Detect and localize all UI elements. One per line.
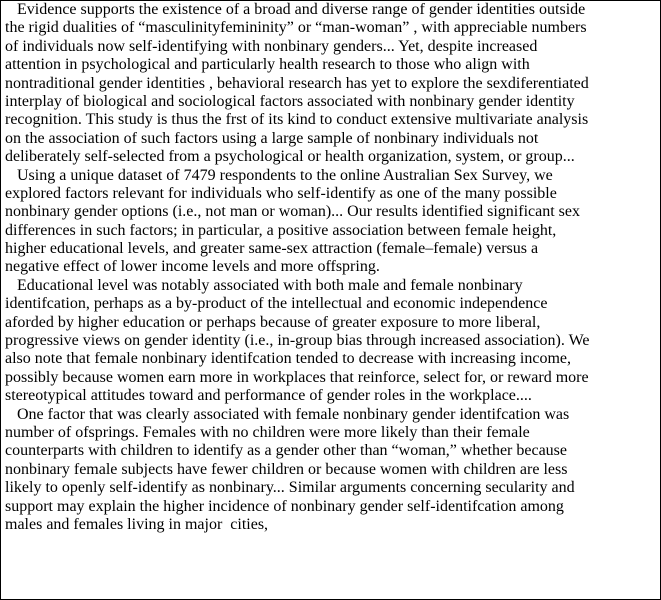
text-line: males and females living in major cities, [5, 515, 269, 533]
paragraph-2 [5, 167, 657, 277]
text-line: One factor that was clearly associated with female nonbinary gender identifcation was [5, 405, 570, 423]
text-line: also note that female nonbinary identifcation tended to decrease with increasing income, [5, 350, 572, 368]
text-line: nontraditional gender identities , behavioral research has yet to explore the sexdiferentiated [5, 74, 589, 92]
text-line: deliberately self-selected from a psychological or health organization, system, or group... [5, 148, 575, 166]
paragraph-1 [5, 1, 657, 167]
text-line: negative effect of lower income levels and more offspring. [5, 258, 380, 276]
text-line: higher educational levels, and greater same-sex attraction (female–female) versus a [5, 240, 539, 258]
text-line: attention in psychological and particularly health research to those who align with [5, 56, 530, 74]
text-line: aforded by higher education or perhaps because of greater exposure to more liberal, [5, 313, 541, 331]
text-line: likely to openly self-identify as nonbinary... Similar arguments concerning secularity and [5, 479, 575, 497]
text-line: the rigid dualities of “masculinityfemininity” or “man-woman” , with appreciable numbers [5, 19, 587, 37]
text-line: interplay of biological and sociological factors associated with nonbinary gender identity [5, 92, 575, 110]
text-line: recognition. This study is thus the frst of its kind to conduct extensive multivariate analysis [5, 111, 589, 129]
text-line: possibly because women earn more in workplaces that reinforce, select for, or reward more [5, 368, 589, 386]
paragraph-3 [5, 277, 657, 406]
text-line: number of ofsprings. Females with no children were more likely than their female [5, 423, 530, 441]
paragraph-4 [5, 406, 657, 535]
text-line: identifcation, perhaps as a by-product of the intellectual and economic independence [5, 295, 548, 313]
text-line: of individuals now self-identifying with nonbinary genders... Yet, despite increased [5, 37, 538, 55]
text-line: Educational level was notably associated with both male and female nonbinary [5, 276, 523, 294]
text-line: stereotypical attitudes toward and performance of gender roles in the workplace.... [5, 387, 532, 405]
text-line: Evidence supports the existence of a broad and diverse range of gender identities outside [5, 1, 586, 18]
text-line: progressive views on gender identity (i.e., in-group bias through increased association). We [5, 332, 590, 350]
text-line: nonbinary female subjects have fewer children or because women with children are less [5, 460, 568, 478]
document-text [5, 1, 657, 534]
text-line: differences in such factors; in particular, a positive association between female height, [5, 221, 557, 239]
text-line: explored factors relevant for individuals who self-identify as one of the many possible [5, 184, 557, 202]
text-line: support may explain the higher incidence of nonbinary gender self-identifcation among [5, 497, 564, 515]
text-line: counterparts with children to identify as a gender other than “woman,” whether because [5, 442, 568, 460]
text-line: on the association of such factors using a large sample of nonbinary individuals not [5, 129, 539, 147]
text-line: Using a unique dataset of 7479 respondents to the online Australian Sex Survey, we [5, 166, 553, 184]
text-line: nonbinary gender options (i.e., not man or woman)... Our results identified significant sex [5, 203, 580, 221]
